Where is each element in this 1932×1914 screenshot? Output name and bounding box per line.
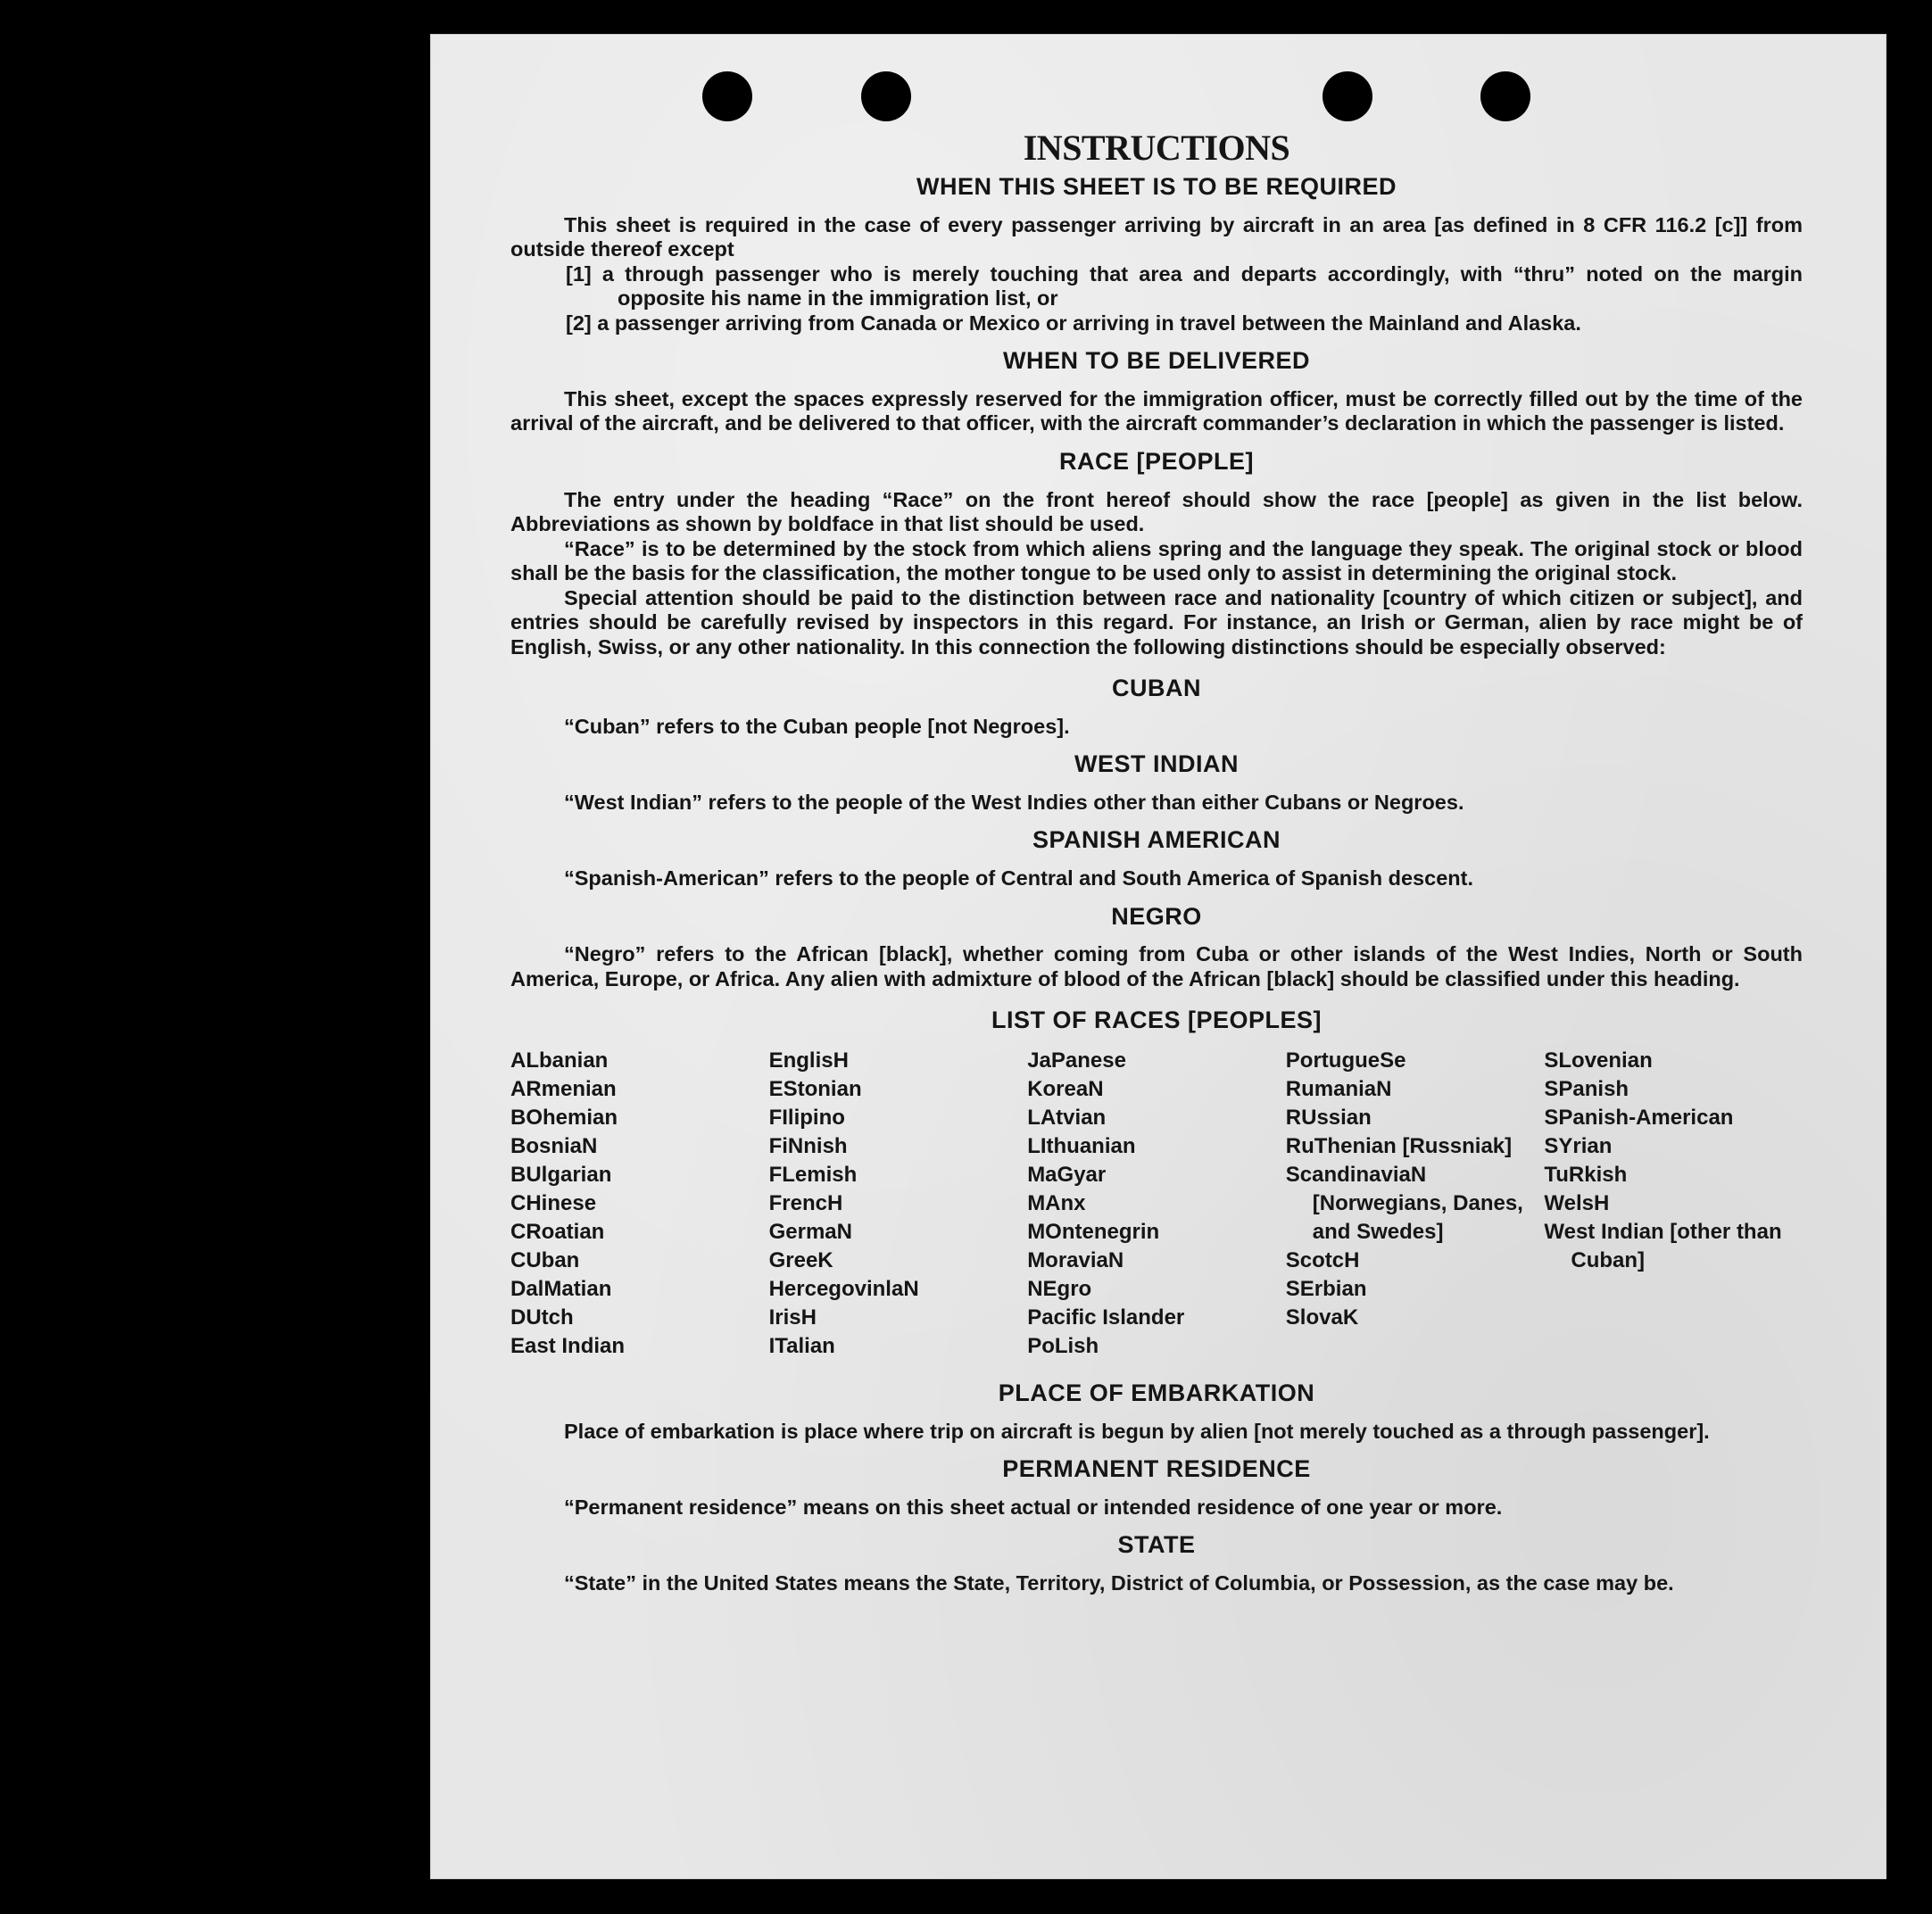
- heading-cuban: CUBAN: [1112, 675, 1201, 702]
- paragraph-cuban: “Cuban” refers to the Cuban people [not Negroes].: [564, 714, 1070, 738]
- punch-hole: [702, 71, 752, 121]
- races-column-2: [769, 1047, 1028, 1361]
- race-item: SLovenian: [1544, 1048, 1653, 1073]
- race-item: SErbian: [1285, 1277, 1367, 1301]
- paragraph-race-2: “Race” is to be determined by the stock from which aliens spring and the language they speak. The original stock or blood shall be the basis for the classification, the mother tongue to be used only to assist in determining the original stock.: [510, 536, 1803, 585]
- race-item: MoraviaN: [1027, 1248, 1124, 1272]
- paragraph-spanish-american: “Spanish-American” refers to the people of Central and South America of Spanish descent.: [564, 866, 1473, 891]
- race-item: RuThenian [Russniak]: [1285, 1134, 1513, 1158]
- race-item: DalMatian: [510, 1277, 612, 1301]
- document-title: INSTRUCTIONS: [1023, 128, 1290, 168]
- race-item: MaGyar: [1027, 1163, 1107, 1187]
- race-item: SYrian: [1544, 1134, 1613, 1158]
- race-item: ARmenian: [510, 1077, 617, 1101]
- heading-when-delivered: WHEN TO BE DELIVERED: [1002, 347, 1311, 375]
- race-item: LAtvian: [1027, 1106, 1107, 1130]
- race-item: LIthuanian: [1027, 1134, 1136, 1158]
- race-item: PoLish: [1027, 1334, 1099, 1358]
- heading-spanish-american: SPANISH AMERICAN: [1032, 826, 1281, 854]
- race-item: ScandinaviaN [Norwegians, Danes, and Swedes]: [1285, 1163, 1523, 1244]
- document-content: [510, 128, 1803, 1596]
- race-item: KoreaN: [1027, 1077, 1104, 1101]
- paragraph-race-1: The entry under the heading “Race” on the front hereof should show the race [people] as given in the list below. Abbreviations as shown by boldface in that list should be used.: [510, 487, 1803, 536]
- paragraph-when-required: This sheet is required in the case of every passenger arriving by aircraft in an area [as defined in 8 CFR 116.2 [c]] from outside thereof except: [510, 212, 1803, 261]
- race-item: ScotcH: [1285, 1248, 1360, 1272]
- exception-item-2: [2] a passenger arriving from Canada or Mexico or arriving in travel between the Mainland and Alaska.: [566, 311, 1581, 335]
- heading-negro: NEGRO: [1111, 902, 1202, 930]
- race-item: GreeK: [768, 1248, 833, 1272]
- race-item: CRoatian: [510, 1220, 605, 1244]
- race-item: BosniaN: [510, 1134, 598, 1158]
- exception-item-1: [1] a through passenger who is merely touching that area and departs accordingly, with “thru” noted on the margin opposite his name in the immigration list, or: [566, 261, 1803, 311]
- race-item: TuRkish: [1544, 1163, 1628, 1187]
- races-list: [510, 1047, 1803, 1361]
- race-item: FLemish: [768, 1163, 858, 1187]
- paragraph-when-delivered: This sheet, except the spaces expressly reserved for the immigration officer, must be correctly filled out by the time of the arrival of the aircraft, and be delivered to that officer, with the aircraft commander’s declaration in which the passenger is listed.: [510, 386, 1803, 435]
- punch-hole: [1480, 71, 1530, 121]
- race-item: SPanish-American: [1544, 1106, 1734, 1130]
- document-page: [430, 34, 1886, 1879]
- heading-list-of-races: LIST OF RACES [PEOPLES]: [991, 1007, 1323, 1034]
- race-item: EnglisH: [768, 1048, 849, 1073]
- paragraph-negro: “Negro” refers to the African [black], whether coming from Cuba or other islands of the West Indies, North or South America, Europe, or Africa. Any alien with admixture of blood of the African [black] should be classified under this heading.: [510, 942, 1803, 990]
- heading-race: RACE [PEOPLE]: [1058, 447, 1255, 475]
- race-item: HercegovinlaN: [768, 1277, 919, 1301]
- races-column-1: [510, 1047, 769, 1361]
- race-item: RumaniaN: [1285, 1077, 1392, 1101]
- race-item: ITalian: [768, 1334, 835, 1358]
- race-item: BUlgarian: [510, 1163, 612, 1187]
- race-item: GermaN: [768, 1220, 852, 1244]
- race-item: WelsH: [1544, 1191, 1610, 1215]
- races-column-4: [1286, 1047, 1545, 1361]
- race-item: West Indian [other than Cuban]: [1544, 1220, 1782, 1272]
- race-item: SPanish: [1544, 1077, 1629, 1101]
- races-column-5: [1544, 1047, 1803, 1361]
- heading-when-required: WHEN THIS SHEET IS TO BE REQUIRED: [916, 173, 1397, 200]
- race-item: EStonian: [768, 1077, 862, 1101]
- paragraph-state: “State” in the United States means the State, Territory, District of Columbia, or Possession, as the case may be.: [564, 1571, 1674, 1595]
- race-item: IrisH: [768, 1305, 817, 1330]
- heading-place-of-embarkation: PLACE OF EMBARKATION: [998, 1380, 1315, 1406]
- punch-hole: [861, 71, 911, 121]
- race-item: MOntenegrin: [1027, 1220, 1160, 1244]
- paragraph-race-3: Special attention should be paid to the distinction between race and nationality [country of which citizen or subject], and entries should be carefully revised by inspectors in this regard. For instance, an Irish or German, alien by race might be of English, Swiss, or any other nationality. In this connection the following distinctions should be especially observed:: [510, 585, 1803, 659]
- race-item: JaPanese: [1027, 1048, 1126, 1073]
- race-item: MAnx: [1027, 1191, 1086, 1215]
- race-item: RUssian: [1285, 1106, 1372, 1130]
- races-column-3: [1027, 1047, 1286, 1361]
- race-item: SlovaK: [1285, 1305, 1359, 1330]
- paragraph-west-indian: “West Indian” refers to the people of the West Indies other than either Cubans or Negroes.: [564, 790, 1464, 814]
- race-item: Pacific Islander: [1027, 1305, 1185, 1330]
- race-item: CUban: [510, 1248, 580, 1272]
- race-item: ALbanian: [510, 1048, 609, 1073]
- race-item: FIlipino: [768, 1106, 845, 1130]
- race-item: DUtch: [510, 1305, 574, 1330]
- race-item: FrencH: [768, 1191, 843, 1215]
- paragraph-permanent-residence: “Permanent residence” means on this sheet actual or intended residence of one year or more.: [564, 1495, 1503, 1519]
- heading-state: STATE: [1117, 1531, 1196, 1559]
- punch-hole: [1323, 71, 1372, 121]
- race-item: CHinese: [510, 1191, 597, 1215]
- heading-west-indian: WEST INDIAN: [1074, 750, 1239, 778]
- race-item: PortugueSe: [1285, 1048, 1406, 1073]
- race-item: NEgro: [1027, 1277, 1092, 1301]
- heading-permanent-residence: PERMANENT RESIDENCE: [1002, 1455, 1311, 1483]
- race-item: BOhemian: [510, 1106, 618, 1130]
- race-item: East Indian: [510, 1334, 626, 1358]
- race-item: FiNnish: [768, 1134, 848, 1158]
- paragraph-place-of-embarkation: Place of embarkation is place where trip on aircraft is begun by alien [not merely touched as a through passenger].: [564, 1419, 1710, 1443]
